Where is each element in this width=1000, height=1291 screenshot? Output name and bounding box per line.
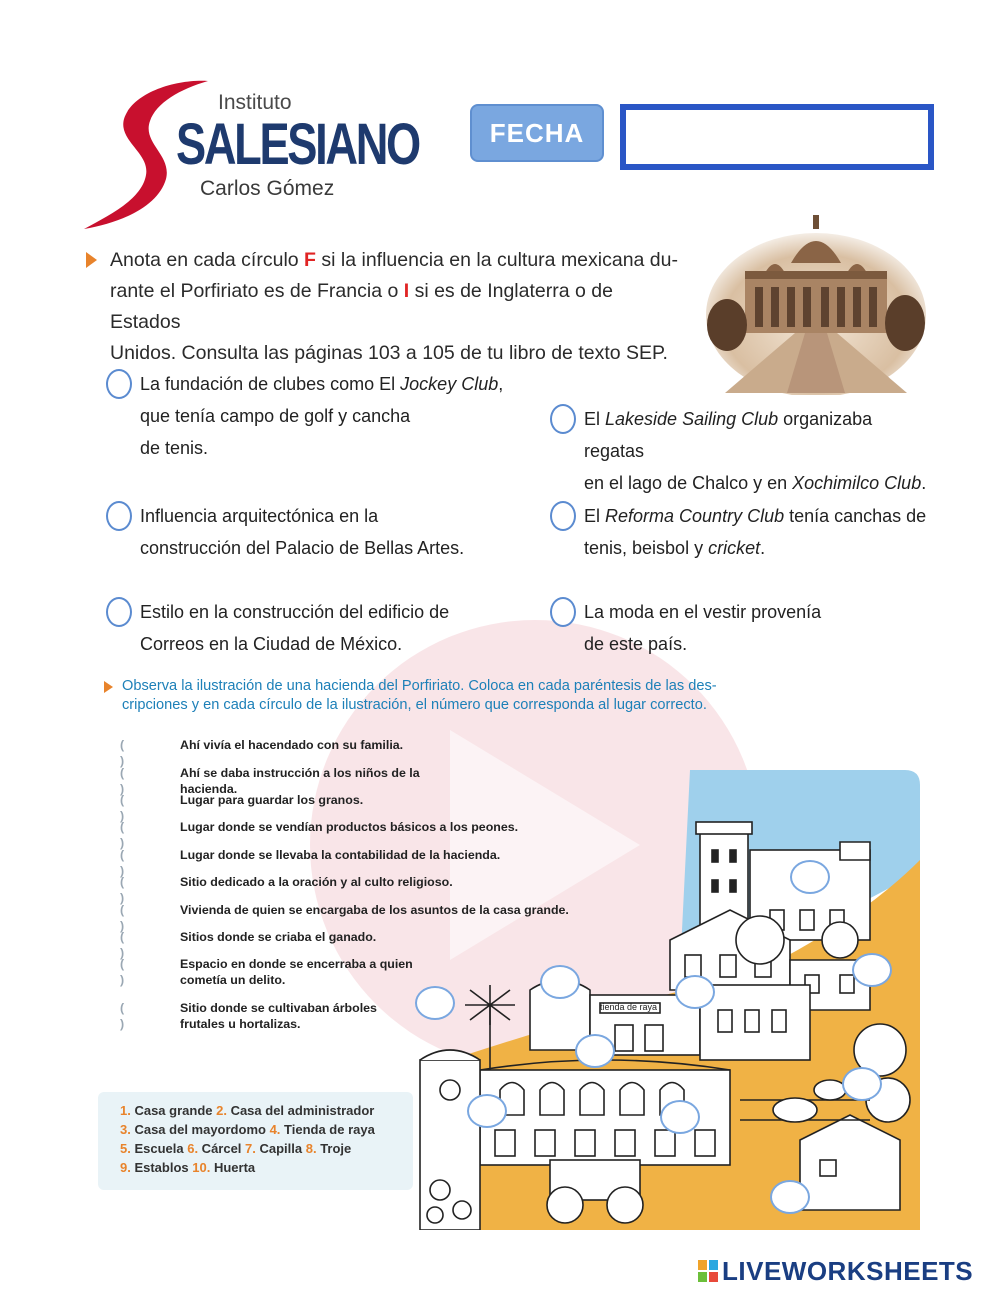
orange-triangle-icon — [86, 252, 97, 268]
description-text: Lugar donde se llevaba la contabilidad de la hacienda. — [180, 848, 501, 862]
legend-line: 1. Casa grande 2. Casa del administrador — [120, 1103, 375, 1118]
answer-circle[interactable] — [550, 501, 576, 531]
hacienda-illustration — [400, 770, 920, 1230]
logo-name: SALESIANO — [176, 112, 419, 177]
answer-paren[interactable]: ( ) — [120, 766, 125, 796]
description-text: Sitio donde se cultivaban árboles frutales u hortalizas. — [180, 1001, 377, 1031]
tienda-de-raya-sign: tienda de raya — [600, 1002, 658, 1012]
item-text: La moda en el vestir provenía de este país. — [584, 602, 822, 654]
answer-paren[interactable]: ( ) — [120, 820, 125, 850]
description-text: Ahí vivía el hacendado con su familia. — [180, 738, 404, 752]
illustration-answer-circle[interactable] — [842, 1067, 882, 1101]
item-text: Estilo en la construcción del edificio de Correos en la Ciudad de México. — [140, 602, 450, 654]
illustration-answer-circle[interactable] — [852, 953, 892, 987]
instruction-1-text: si la influencia en la cultura mexicana du- — [315, 249, 678, 271]
description-text: Sitio dedicado a la oración y al culto religioso. — [180, 875, 453, 889]
description-text: Vivienda de quien se encargaba de los asuntos de la casa grande. — [180, 903, 569, 917]
letter-i: I — [403, 280, 410, 302]
illustration-answer-circle[interactable] — [660, 1100, 700, 1134]
item-text: La fundación de clubes como El Jockey Club, que tenía campo de golf y cancha de tenis. — [140, 374, 504, 458]
legend-line: 9. Establos 10. Huerta — [120, 1160, 256, 1175]
palacio-bellas-artes-image — [705, 205, 927, 395]
answer-paren[interactable]: ( ) — [120, 793, 125, 823]
instruction-1-text: Anota en cada círculo — [110, 249, 305, 271]
logo-line-carlos-gomez: Carlos Gómez — [200, 177, 335, 200]
letter-f: F — [304, 249, 316, 271]
logo-line-instituto: Instituto — [218, 91, 292, 114]
answer-paren[interactable]: ( ) — [120, 1001, 125, 1031]
answer-paren[interactable]: ( ) — [120, 903, 125, 933]
answer-paren[interactable]: ( ) — [120, 875, 125, 905]
hacienda-drawing — [400, 770, 920, 1230]
item-text: El Reforma Country Club tenía canchas de tenis, beisbol y cricket. — [584, 506, 927, 558]
instruction-1-text: si es de Inglaterra o de Estados — [110, 280, 613, 333]
illustration-answer-circle[interactable] — [575, 1034, 615, 1068]
legend-line: 5. Escuela 6. Cárcel 7. Capilla 8. Troje — [120, 1141, 352, 1156]
instruction-2-line: Observa la ilustración de una hacienda del Porfiriato. Coloca en cada paréntesis de las des- — [122, 678, 717, 694]
answer-circle[interactable] — [106, 501, 132, 531]
item-jockey-club — [106, 368, 526, 468]
instruction-1 — [88, 245, 688, 369]
places-legend — [98, 1092, 413, 1190]
instruction-1-text: rante el Porfiriato es de Francia o — [110, 280, 404, 302]
illustration-answer-circle[interactable] — [675, 975, 715, 1009]
fecha-input[interactable] — [620, 104, 934, 170]
answer-paren[interactable]: ( ) — [120, 848, 125, 878]
item-edificio-correos — [106, 596, 526, 666]
liveworksheets-logo-icon — [698, 1260, 718, 1282]
item-reforma-country-club — [550, 500, 930, 570]
illustration-answer-circle[interactable] — [790, 860, 830, 894]
answer-paren[interactable]: ( ) — [120, 738, 125, 768]
answer-circle[interactable] — [550, 404, 576, 434]
school-logo — [80, 75, 419, 235]
description-text: Lugar donde se vendían productos básicos a los peones. — [180, 820, 519, 834]
instruction-2-line: cripciones y en cada círculo de la ilustración, el número que corresponda al lugar correcto. — [122, 697, 707, 713]
orange-triangle-icon — [104, 681, 113, 693]
description-text: Espacio en donde se encerraba a quien cometía un delito. — [180, 957, 413, 987]
description-text: Sitios donde se criaba el ganado. — [180, 930, 377, 944]
answer-circle[interactable] — [550, 597, 576, 627]
item-lakeside-sailing-club — [550, 403, 930, 493]
answer-paren[interactable]: ( ) — [120, 957, 125, 987]
fecha-label: FECHA — [470, 104, 604, 162]
illustration-answer-circle[interactable] — [415, 986, 455, 1020]
liveworksheets-brand: LIVEWORKSHEETS — [722, 1255, 974, 1286]
answer-circle[interactable] — [106, 597, 132, 627]
liveworksheets-footer — [698, 1256, 973, 1286]
answer-circle[interactable] — [106, 369, 132, 399]
item-palacio-bellas-artes — [106, 500, 526, 570]
illustration-answer-circle[interactable] — [540, 965, 580, 999]
description-text: Lugar para guardar los granos. — [180, 793, 364, 807]
answer-paren[interactable]: ( ) — [120, 930, 125, 960]
instruction-1-text: Unidos. Consulta las páginas 103 a 105 de tu libro de texto SEP. — [110, 342, 668, 364]
item-text: Influencia arquitectónica en la construcción del Palacio de Bellas Artes. — [140, 506, 465, 558]
illustration-answer-circle[interactable] — [770, 1180, 810, 1214]
item-text: El Lakeside Sailing Club organizaba regatas en el lago de Chalco y en Xochimilco Club. — [584, 409, 927, 493]
item-moda-vestir — [550, 596, 930, 666]
legend-line: 3. Casa del mayordomo 4. Tienda de raya — [120, 1122, 375, 1137]
illustration-answer-circle[interactable] — [467, 1094, 507, 1128]
instruction-2 — [108, 677, 928, 715]
description-text: Ahí se daba instrucción a los niños de la hacienda. — [180, 766, 420, 796]
